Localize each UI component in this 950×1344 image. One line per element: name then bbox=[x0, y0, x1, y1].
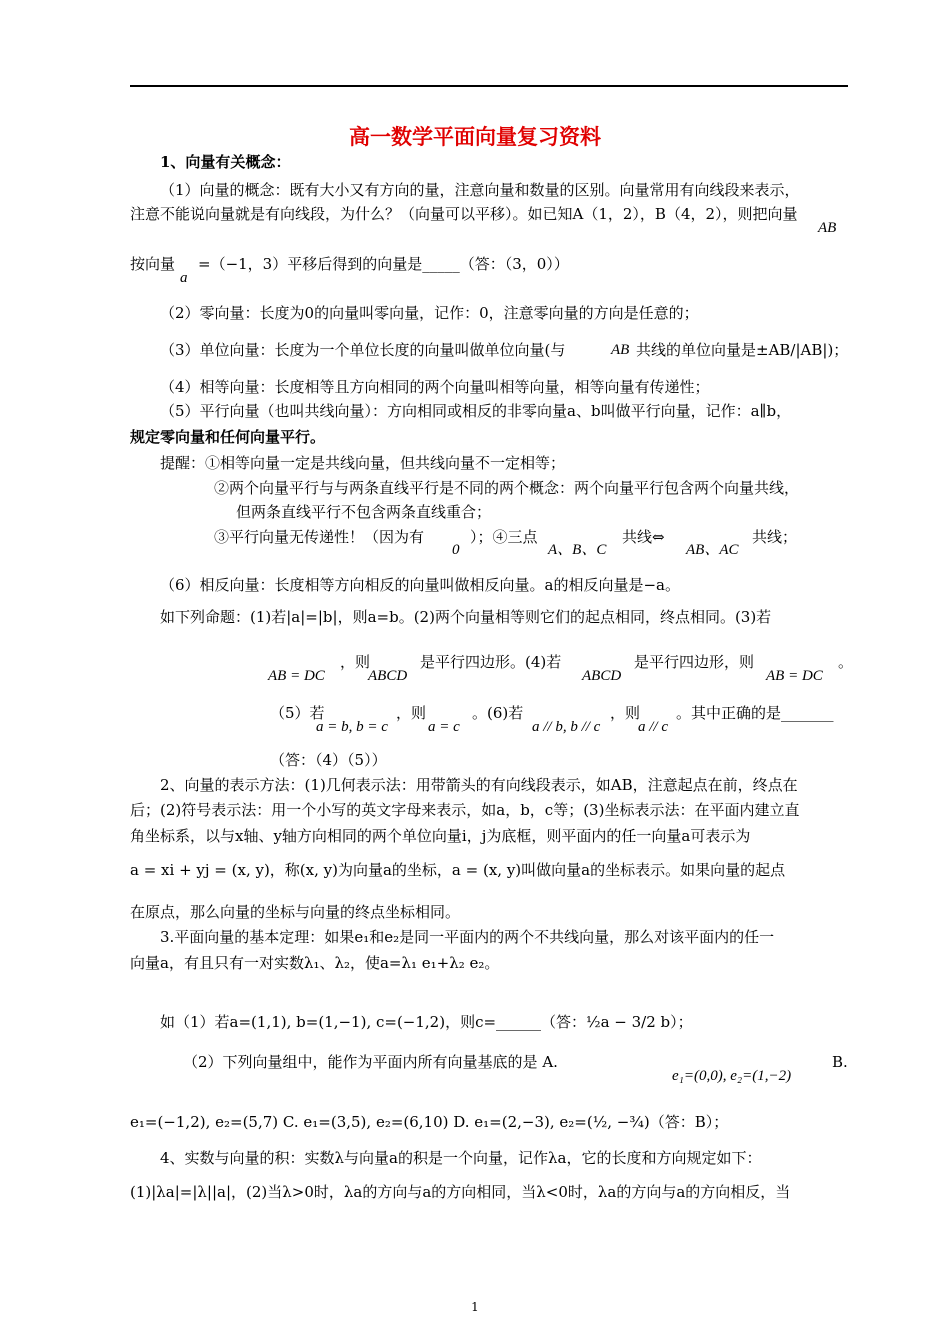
math-expression: a = b, b = c bbox=[316, 719, 388, 735]
text-line: 。其中正确的是_______ bbox=[676, 704, 834, 722]
math-expression: AB、AC bbox=[686, 542, 739, 558]
text-line: 但两条直线平行不包含两条直线重合； bbox=[236, 503, 492, 521]
text-line: ③平行向量无传递性！（因为有 bbox=[214, 528, 425, 546]
document-title: 高一数学平面向量复习资料 bbox=[349, 125, 601, 149]
text-line: 1、向量有关概念： bbox=[160, 153, 291, 171]
math-expression: AB = DC bbox=[766, 668, 823, 684]
math-expression: AB bbox=[818, 220, 837, 236]
text-line: （3）单位向量：长度为一个单位长度的向量叫做单位向量(与 bbox=[160, 341, 566, 359]
text-line: 4、实数与向量的积：实数λ与向量a的积是一个向量，记作λa，它的长度和方向规定如下： bbox=[160, 1149, 762, 1167]
text-line: ，则 bbox=[396, 704, 427, 722]
text-line: 向量a，有且只有一对实数λ₁、λ₂，使a=λ₁ e₁+λ₂ e₂。 bbox=[130, 954, 500, 972]
page-number: 1 bbox=[471, 1300, 479, 1314]
math-expression: ABCD bbox=[582, 668, 622, 684]
text-line: （2）下列向量组中，能作为平面内所有向量基底的是 A. bbox=[183, 1053, 558, 1071]
text-line: 。(6)若 bbox=[472, 704, 524, 722]
text-line: （5）若 bbox=[270, 704, 325, 722]
text-line: （2）零向量：长度为0的向量叫零向量，记作：0，注意零向量的方向是任意的； bbox=[160, 304, 699, 322]
math-expression: a // b, b // c bbox=[532, 719, 601, 735]
math-expression: ABCD bbox=[368, 668, 408, 684]
text-line: （5）平行向量（也叫共线向量）：方向相同或相反的非零向量a、b叫做平行向量，记作：a∥b， bbox=[160, 402, 792, 420]
text-line: ，则 bbox=[340, 653, 371, 671]
text-line: 规定零向量和任何向量平行。 bbox=[130, 428, 326, 446]
text-line: ，则 bbox=[610, 704, 641, 722]
text-line: B. bbox=[832, 1053, 848, 1071]
text-line: 是平行四边形。(4)若 bbox=[420, 653, 562, 671]
math-expression: a // c bbox=[638, 719, 668, 735]
math-expression: a bbox=[180, 270, 188, 286]
text-line: 角坐标系，以与x轴、y轴方向相同的两个单位向量i，j为底框，则平面内的任一向量a可表示为 bbox=[130, 827, 751, 845]
text-line: 是平行四边形，则 bbox=[634, 653, 755, 671]
math-expression: e₁=(0,0), e₂=(1,−2) bbox=[672, 1068, 792, 1084]
text-line: 共线的单位向量是±AB/|AB|)； bbox=[636, 341, 849, 359]
math-expression: A、B、C bbox=[548, 542, 607, 558]
math-expression: AB bbox=[611, 342, 630, 358]
math-expression: 0 bbox=[452, 542, 460, 558]
text-line: 注意不能说向量就是有向线段，为什么？（向量可以平移）。如已知A（1，2），B（4，2），则把向量 bbox=[130, 205, 798, 223]
text-line: 如下列命题：(1)若|a|=|b|，则a=b。(2)两个向量相等则它们的起点相同，终点相同。(3)若 bbox=[160, 608, 772, 626]
text-line: 共线； bbox=[752, 528, 798, 546]
text-line: (1)|λa|=|λ||a|，(2)当λ>0时，λa的方向与a的方向相同，当λ<0时，λa的方向与a的方向相反，当 bbox=[130, 1183, 791, 1201]
text-line: a = xi + yj = (x, y)，称(x, y)为向量a的坐标，a = (x, y)叫做向量a的坐标表示。如果向量的起点 bbox=[130, 861, 786, 879]
text-line: （答：（4）（5）） bbox=[270, 751, 387, 769]
text-line: 如（1）若a=(1,1), b=(1,−1), c=(−1,2)，则c=______（答：½a − 3/2 b）； bbox=[160, 1013, 693, 1031]
text-line: e₁=(−1,2), e₂=(5,7) C. e₁=(3,5), e₂=(6,10) D. e₁=(2,−3), e₂=(½, −¾)（答：B）； bbox=[130, 1113, 729, 1131]
text-line: 按向量 bbox=[130, 255, 176, 273]
text-line: （4）相等向量：长度相等且方向相同的两个向量叫相等向量，相等向量有传递性； bbox=[160, 378, 710, 396]
text-line: 共线⇔ bbox=[622, 528, 665, 546]
text-line: 。 bbox=[838, 653, 854, 671]
text-line: 2、向量的表示方法：(1)几何表示法：用带箭头的有向线段表示，如AB，注意起点在前，终点在 bbox=[160, 776, 798, 794]
header-rule bbox=[130, 85, 848, 87]
math-expression: a = c bbox=[428, 719, 460, 735]
text-line: （6）相反向量：长度相等方向相反的向量叫做相反向量。a的相反向量是−a。 bbox=[160, 576, 681, 594]
text-line: 在原点，那么向量的坐标与向量的终点坐标相同。 bbox=[130, 903, 461, 921]
text-line: 3.平面向量的基本定理：如果e₁和e₂是同一平面内的两个不共线向量，那么对该平面内的任一 bbox=[160, 928, 775, 946]
text-line: 提醒：①相等向量一定是共线向量，但共线向量不一定相等； bbox=[160, 454, 566, 472]
text-line: ）；④三点 bbox=[470, 528, 538, 546]
math-expression: AB = DC bbox=[268, 668, 325, 684]
text-line: 后；(2)符号表示法：用一个小写的英文字母来表示，如a，b，c等；(3)坐标表示法：在平面内建立直 bbox=[130, 801, 800, 819]
text-line: ②两个向量平行与与两条直线平行是不同的两个概念：两个向量平行包含两个向量共线， bbox=[214, 479, 800, 497]
text-line: （1）向量的概念：既有大小又有方向的量，注意向量和数量的区别。向量常用有向线段来表示， bbox=[160, 181, 800, 199]
text-line: =（−1，3）平移后得到的向量是_____（答：（3，0）） bbox=[198, 255, 569, 273]
